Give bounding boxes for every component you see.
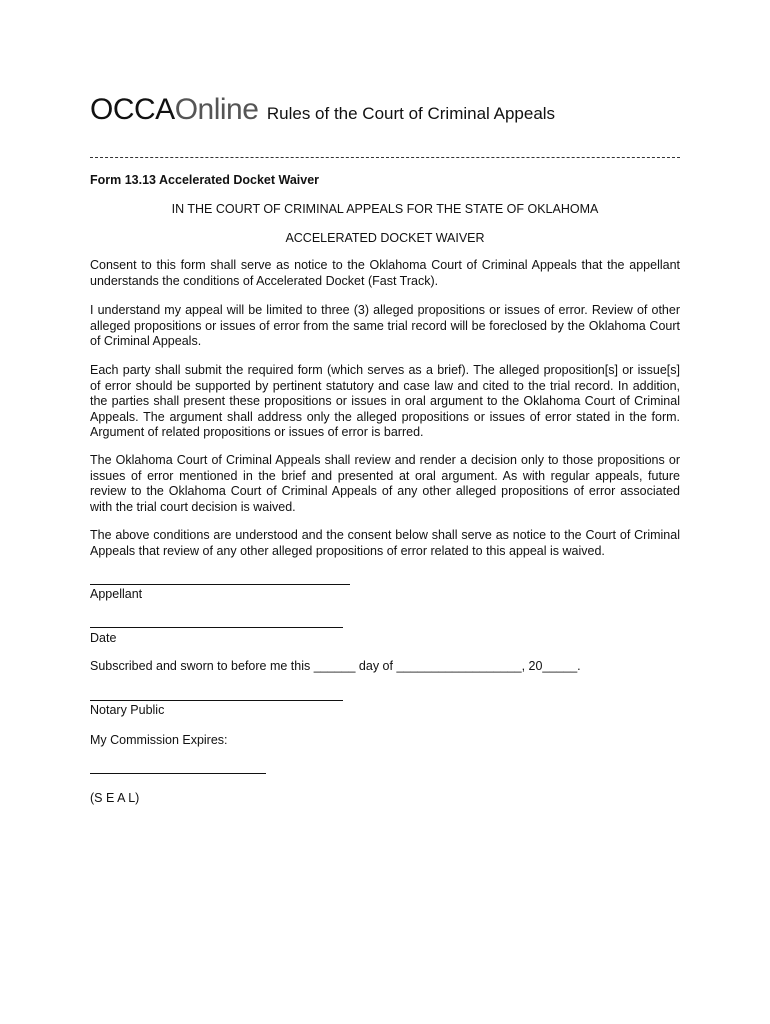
notary-signature-line[interactable]: [90, 700, 343, 701]
paragraph-review: The Oklahoma Court of Criminal Appeals shall review and render a decision only to those propositions or issues of error mentioned in the brief and presented at oral argument. As with regular appeals, future review to the Oklahoma Court of Criminal Appeals of any other alleged propositions of error associated with the trial court decision is waived.: [90, 453, 680, 514]
page-header: [90, 93, 555, 127]
date-signature-line[interactable]: [90, 627, 343, 628]
paragraph-limitation: I understand my appeal will be limited to three (3) alleged propositions or issues of error. Review of other alleged propositions or issues of error from the same trial record will be foreclosed by the Oklahoma Court of Criminal Appeals.: [90, 303, 680, 348]
appellant-signature-line[interactable]: [90, 584, 350, 585]
seal-label: (S E A L): [90, 791, 140, 805]
court-title: IN THE COURT OF CRIMINAL APPEALS FOR THE STATE OF OKLAHOMA: [171, 202, 599, 216]
paragraph-brief: Each party shall submit the required form (which serves as a brief). The alleged proposition[s] or issue[s] of error should be supported by pertinent statutory and case law and cited to the trial record. In addition, the parties shall present these propositions or issues in oral argument to the Oklahoma Court of Criminal Appeals. The argument shall address only the alleged propositions or issues of error stated in the form. Argument of related propositions or issues of error is barred.: [90, 363, 680, 439]
sworn-statement: Subscribed and sworn to before me this ______ day of __________________, 20_____.: [90, 659, 581, 673]
notary-label: Notary Public: [90, 703, 165, 717]
appellant-label: Appellant: [90, 587, 143, 601]
header-divider: [90, 157, 680, 158]
header-subtitle: Rules of the Court of Criminal Appeals: [266, 104, 556, 123]
brand-occa: OCCA: [90, 93, 175, 126]
brand-online: Online: [174, 93, 259, 126]
form-title: Form 13.13 Accelerated Docket Waiver: [90, 173, 320, 187]
paragraph-conditions: The above conditions are understood and the consent below shall serve as notice to the Court of Criminal Appeals that review of any other alleged propositions of error related to this appeal is waived.: [90, 528, 680, 558]
date-label: Date: [90, 631, 117, 645]
waiver-heading: ACCELERATED DOCKET WAIVER: [285, 231, 485, 245]
commission-date-line[interactable]: [90, 773, 266, 774]
paragraph-consent: Consent to this form shall serve as notice to the Oklahoma Court of Criminal Appeals that the appellant understands the conditions of Accelerated Docket (Fast Track).: [90, 258, 680, 288]
commission-expires-label: My Commission Expires:: [90, 733, 228, 747]
